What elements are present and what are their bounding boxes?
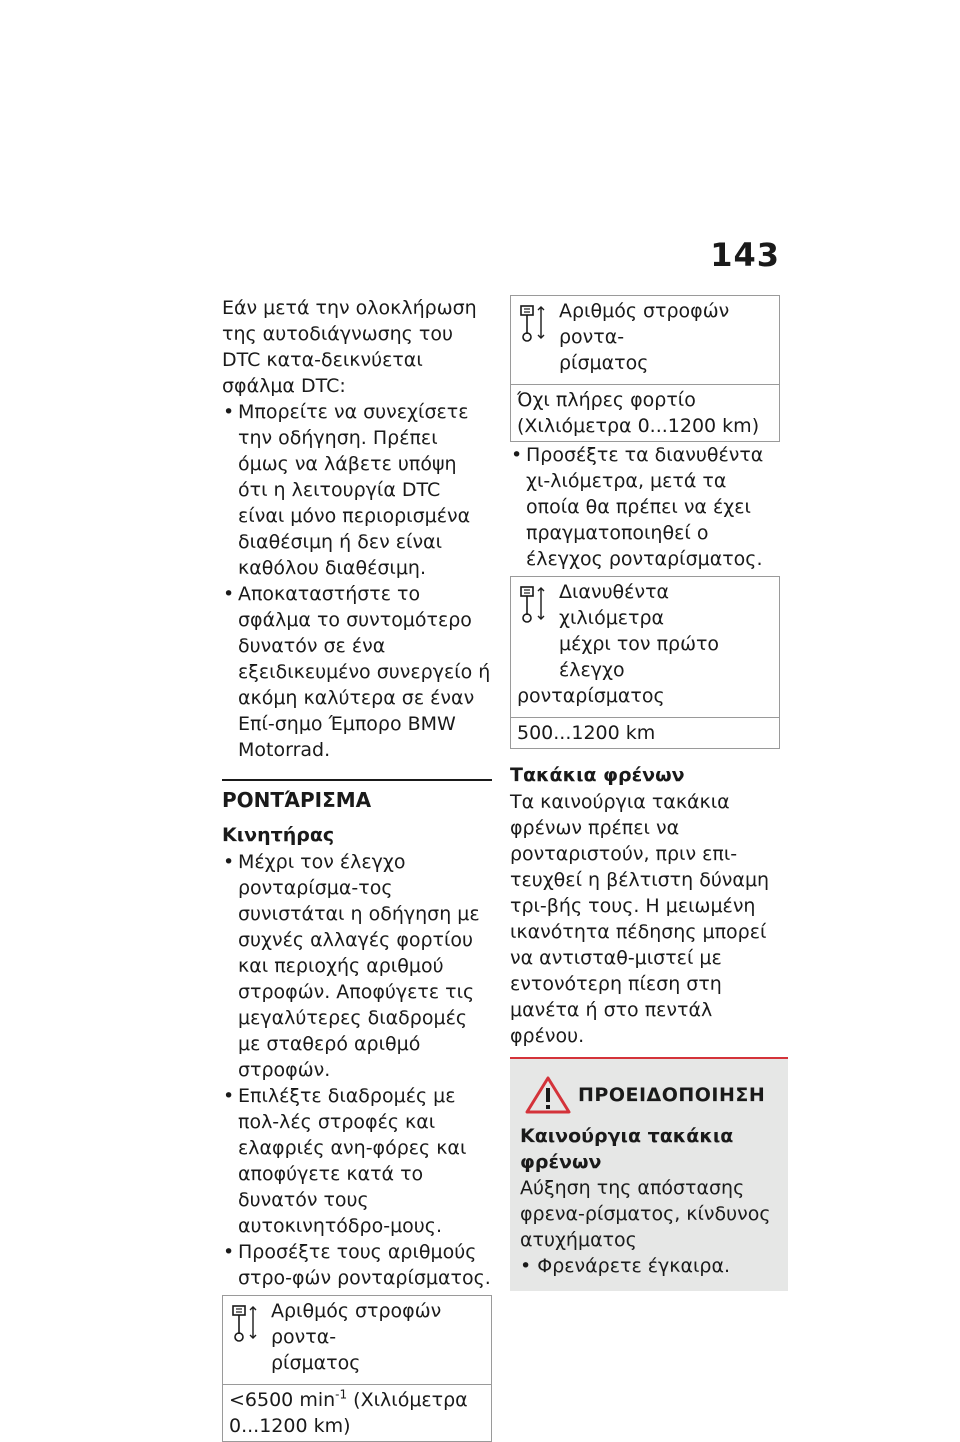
spec-value-prefix: <6500 min [229, 1389, 336, 1411]
section-divider [222, 779, 492, 781]
spec-table-head [511, 296, 779, 385]
bullet-observe-km: • Προσέξτε τα διανυθέντα χι-λιόμετρα, μετά τα οποία θα πρέπει να έχει πραγματοποιηθεί ο έλεγχος ρονταρίσματος. [510, 442, 780, 572]
warning-triangle-icon [524, 1075, 572, 1115]
right-column [510, 295, 780, 1291]
spec-head-line1: Αριθμός στροφών ροντα- [559, 300, 730, 348]
spec-value: Όχι πλήρες φορτίο (Χιλιόμετρα 0...1200 km) [517, 389, 760, 437]
page-number: 143 [710, 236, 780, 274]
spec-table-km [510, 576, 780, 749]
subsection-title-engine: Κινητήρας [222, 824, 335, 846]
engine-spec-icon [231, 1304, 261, 1344]
bullet-continue-riding: • Μπορείτε να συνεχίσετε την οδήγηση. Πρέπει όμως να λάβετε υπόψη ότι η λειτουργία DTC είναι μόνο περιορισμένα διαθέσιμη ή δεν είναι καθόλου διαθέσιμη. [222, 399, 492, 581]
spec-table-rpm-load [510, 295, 780, 442]
warning-action: • Φρενάρετε έγκαιρα. [520, 1255, 731, 1277]
spec-head-line1: Διανυθέντα χιλιόμετρα [559, 581, 670, 629]
bullet-load-changes: • Μέχρι τον έλεγχο ρονταρίσμα-τος συνιστάται η οδήγηση με συχνές αλλαγές φορτίου και περιοχής αριθμού στροφών. Αποφύγετε τις μεγαλύτερες διαδρομές με σταθερό αριθμό στροφών. [222, 849, 492, 1083]
bullet-repair-fault: • Αποκαταστήστε το σφάλμα το συντομότερο δυνατόν σε ένα εξειδικευμένο συνεργείο ή ακόμη καλύτερα σε έναν Επί-σημο Έμπορο BMW Motorrad. [222, 581, 492, 763]
warning-text: Αύξηση της απόστασης φρενα-ρίσματος, κίνδυνος ατυχήματος [520, 1177, 771, 1251]
spec-table-head [511, 577, 779, 718]
spec-value-sup: -1 [335, 1387, 348, 1402]
bullet-observe-rpm: • Προσέξτε τους αριθμούς στρο-φών ρονταρίσματος. [222, 1239, 492, 1291]
subsection-title-brake-pads: Τακάκια φρένων [510, 764, 685, 786]
spec-head-line2: ρίσματος [271, 1352, 361, 1374]
left-column [222, 295, 492, 1442]
spec-table-head [223, 1296, 491, 1385]
engine-spec-icon [519, 585, 549, 625]
warning-box [510, 1057, 788, 1291]
dtc-intro-text: Εάν μετά την ολοκλήρωση της αυτοδιάγνωσης του DTC κατα-δεικνύεται σφάλμα DTC: [222, 297, 477, 397]
spec-head-line1: Αριθμός στροφών ροντα- [271, 1300, 442, 1348]
spec-head-line3: ρονταρίσματος [517, 685, 665, 707]
spec-table-rpm-limit [222, 1295, 492, 1442]
spec-value-suffix: (Χιλιόμετρα [347, 1389, 468, 1411]
spec-head-line2: ρίσματος [559, 352, 649, 374]
bullet-choose-routes: • Επιλέξτε διαδρομές με πολ-λές στροφές και ελαφριές ανη-φόρες και αποφύγετε κατά το δυνατόν τους αυτοκινητόδρο-μους. [222, 1083, 492, 1239]
spec-value: 500...1200 km [517, 722, 656, 744]
engine-spec-icon [519, 304, 549, 344]
section-title-running-in: ΡΟΝΤΆΡΙΣΜΑ [222, 788, 372, 812]
spec-value-line2: 0...1200 km) [229, 1415, 351, 1437]
spec-head-line2: μέχρι τον πρώτο έλεγχο [559, 633, 720, 681]
brake-pads-text: Τα καινούργια τακάκια φρένων πρέπει να ρονταριστούν, πριν επι-τευχθεί η βέλτιστη δύναμη τρι-βής τους. Η μειωμένη ικανότητα πέδησης μπορεί να αντισταθ-μιστεί με εντονότερη πίεση στη μανέτα ή στο πεντάλ φρένου. [510, 791, 770, 1047]
warning-header [520, 1073, 778, 1117]
warning-title: ΠΡΟΕΙΔΟΠΟΙΗΣΗ [578, 1084, 766, 1106]
warning-subtitle: Καινούργια τακάκια φρένων [520, 1125, 734, 1173]
spec-value [223, 1385, 491, 1441]
